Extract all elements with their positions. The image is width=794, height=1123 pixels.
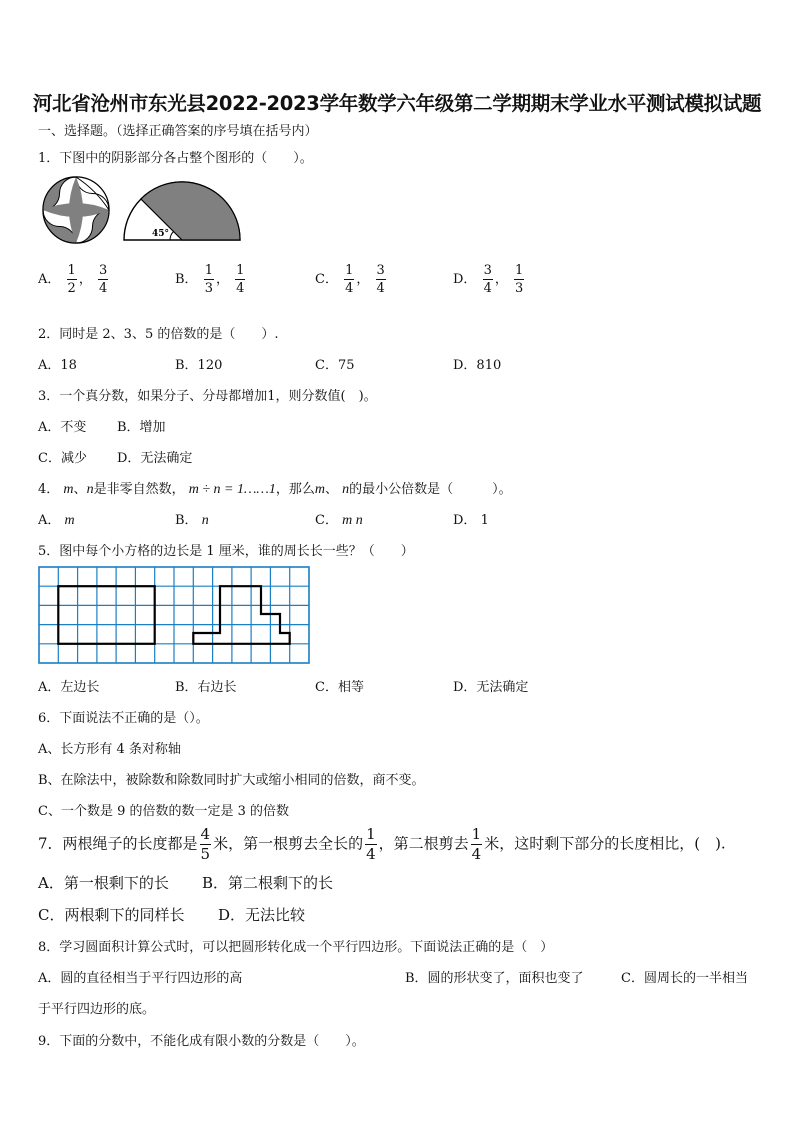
fraction: $\frac{1}{4}$	[345, 263, 354, 296]
q3-option-c[interactable]: C．减少	[38, 451, 87, 466]
fraction: $\frac{3}{4}$	[376, 263, 385, 296]
q7-option-d[interactable]: D．无法比较	[218, 906, 306, 924]
right-shape	[193, 586, 289, 644]
q8-option-c[interactable]: C．圆周长的一半相当	[621, 971, 748, 986]
fraction: $\frac{3}{4}$	[98, 263, 108, 296]
q5-option-a[interactable]: A．左边长	[38, 680, 100, 695]
q5-grid-figure	[38, 566, 312, 666]
q4-option-b[interactable]: B． n	[175, 513, 209, 528]
q1-option-d[interactable]: D． $\frac{3}{4}$ ， $\frac{1}{3}$	[453, 263, 524, 296]
fraction: $\frac{1}{3}$	[515, 263, 524, 296]
q6-option-b[interactable]: B、在除法中，被除数和除数同时扩大或缩小相同的倍数，商不变。	[38, 773, 425, 788]
q2-option-d[interactable]: D．810	[453, 358, 502, 373]
q3-option-a[interactable]: A．不变	[38, 420, 87, 435]
fraction: $\frac{4}{5}$	[200, 825, 211, 863]
q7-option-b[interactable]: B．第二根剩下的长	[202, 874, 334, 892]
q8-stem: 8．学习圆面积计算公式时，可以把圆形转化成一个平行四边形。下面说法正确的是（ ）	[38, 940, 554, 955]
q1-option-c[interactable]: C． $\frac{1}{4}$ ， $\frac{3}{4}$	[315, 263, 385, 296]
q2-option-c[interactable]: C．75	[315, 358, 355, 373]
q3-option-b[interactable]: B．增加	[117, 420, 166, 435]
q7-option-c[interactable]: C．两根剩下的同样长	[38, 906, 185, 924]
fraction: $\frac{1}{4}$	[236, 263, 245, 296]
fraction: $\frac{1}{2}$	[67, 263, 76, 296]
q5-option-b[interactable]: B．右边长	[175, 680, 237, 695]
q6-option-a[interactable]: A、长方形有 4 条对称轴	[38, 742, 181, 757]
fraction: $\frac{3}{4}$	[483, 263, 492, 296]
q6-stem: 6．下面说法不正确的是（）。	[38, 711, 209, 726]
left-rectangle	[58, 586, 154, 644]
q3-option-d[interactable]: D．无法确定	[117, 451, 193, 466]
q1-option-a[interactable]: A． $\frac{1}{2}$ ， $\frac{3}{4}$	[38, 263, 108, 296]
q4-option-d[interactable]: D． 1	[453, 513, 489, 528]
q4-stem: 4． m、n是非零自然数， m ÷ n = 1……1，那么m、 n的最小公倍数是（ ）。	[38, 482, 512, 497]
q1-circle-figure	[38, 176, 118, 244]
q8-option-a[interactable]: A．圆的直径相当于平行四边形的高	[38, 971, 243, 986]
q1-semicircle-figure	[122, 180, 244, 244]
q8-option-b[interactable]: B．圆的形状变了，面积也变了	[405, 971, 584, 986]
q2-stem: 2．同时是 2、3、5 的倍数的是（ ）.	[38, 327, 279, 342]
angle-label: 45°	[152, 229, 170, 239]
q2-option-b[interactable]: B．120	[175, 358, 223, 373]
q7-stem: 7．两根绳子的长度都是 $\frac{4}{5}$ 米，第一根剪去全长的 $\frac{1}{4}$ ，第二根剪去 $\frac{1}{4}$ 米，这时剩下部分的长度相比，( ).	[38, 825, 726, 863]
fraction: $\frac{1}{3}$	[204, 263, 213, 296]
page-title: 河北省沧州市东光县2022-2023学年数学六年级第二学期期末学业水平测试模拟试题	[32, 92, 762, 115]
q8-option-c-continued: 于平行四边形的底。	[38, 1002, 156, 1017]
q6-option-c[interactable]: C、一个数是 9 的倍数的数一定是 3 的倍数	[38, 804, 290, 819]
q7-option-a[interactable]: A．第一根剩下的长	[38, 874, 169, 892]
q5-option-d[interactable]: D．无法确定	[453, 680, 529, 695]
q2-option-a[interactable]: A．18	[38, 358, 77, 373]
fraction: $\frac{1}{4}$	[366, 825, 376, 863]
q4-option-a[interactable]: A． m	[38, 513, 75, 528]
q3-stem: 3．一个真分数，如果分子、分母都增加1，则分数值( )。	[38, 389, 377, 404]
q9-stem: 9．下面的分数中，不能化成有限小数的分数是（ ）。	[38, 1034, 365, 1049]
fraction: $\frac{1}{4}$	[471, 825, 482, 863]
q5-stem: 5．图中每个小方格的边长是 1 厘米，谁的周长长一些？（ ）	[38, 544, 414, 559]
q1-option-b[interactable]: B． $\frac{1}{3}$ ， $\frac{1}{4}$	[175, 263, 245, 296]
q5-option-c[interactable]: C．相等	[315, 680, 364, 695]
section-heading: 一、选择题。（选择正确答案的序号填在括号内）	[38, 124, 318, 139]
q1-stem: 1．下图中的阴影部分各占整个图形的（ ）。	[38, 151, 313, 166]
q4-option-c[interactable]: C． m n	[315, 513, 363, 528]
